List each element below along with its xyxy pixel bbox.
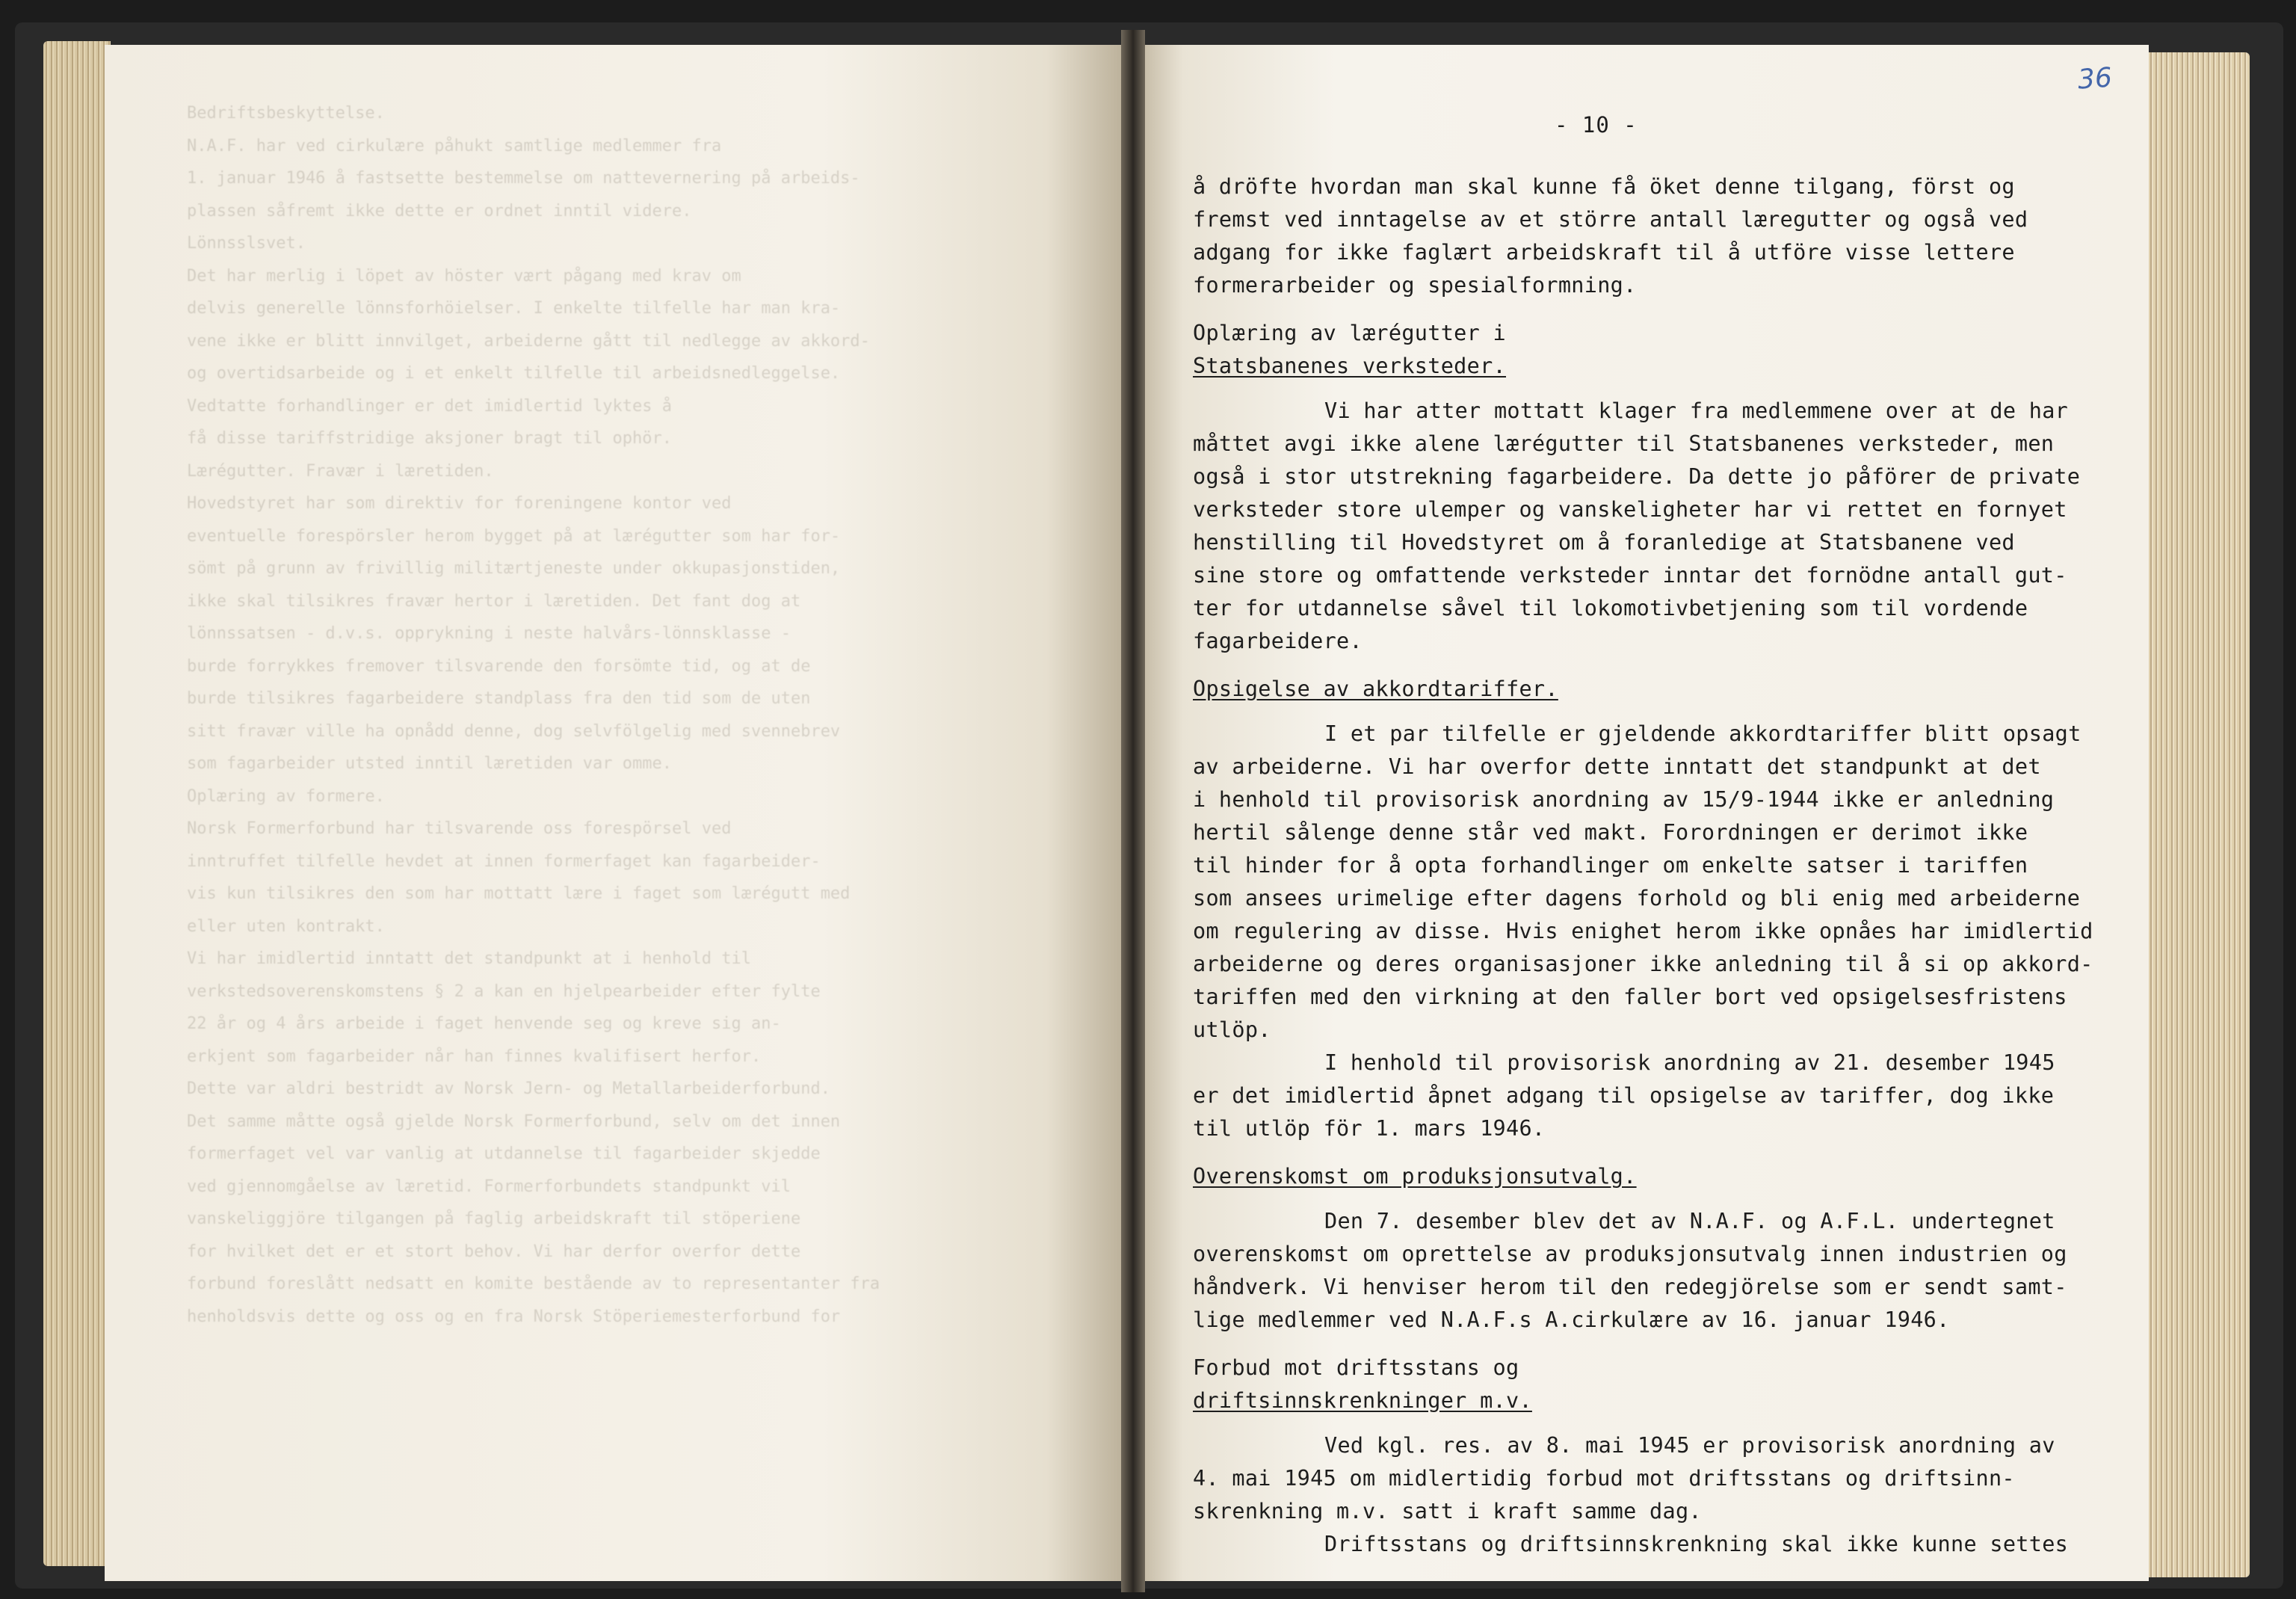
text-line: måttet avgi ikke alene lærégutter til Statsbanenes verksteder, men: [1193, 431, 2055, 456]
page-number: - 10 -: [1555, 112, 1638, 138]
text-line: formerarbeider og spesialformning.: [1193, 273, 1637, 298]
text-line: adgang for ikke faglært arbeidskraft til å utföre visse lettere: [1193, 240, 2015, 265]
text-line: er det imidlertid åpnet adgang til opsigelse av tariffer, dog ikke: [1193, 1083, 2055, 1108]
bleed-line: plassen såfremt ikke dette er ordnet inntil videre.: [187, 201, 692, 221]
bleed-line: lönnssatsen - d.v.s. opprykning i neste halvårs-lönnsklasse -: [187, 624, 791, 643]
page-edges-left: [43, 41, 111, 1566]
text-line: utlöp.: [1193, 1017, 1271, 1042]
section-heading: [1193, 673, 2120, 706]
bleed-line: Norsk Formerforbund har tilsvarende oss forespörsel ved: [187, 819, 732, 838]
bleed-line: Bedriftsbeskyttelse.: [187, 104, 385, 123]
text-line: overenskomst om oprettelse av produksjonsutvalg innen industrien og: [1193, 1242, 2067, 1266]
text-line: til hinder for å opta forhandlinger om enkelte satser i tariffen: [1193, 853, 2028, 878]
bleed-line: delvis generelle lönnsforhöielser. I enkelte tilfelle har man kra-: [187, 299, 841, 318]
paragraph: [1193, 1528, 2120, 1561]
text-line: som ansees urimelige efter dagens forhold og bli enig med arbeiderne: [1193, 886, 2081, 911]
heading-line: Statsbanenes verksteder.: [1193, 354, 1507, 378]
bleed-line: N.A.F. har ved cirkulære påhukt samtlige medlemmer fra: [187, 136, 722, 155]
bleed-line: Vedtatte forhandlinger er det imidlertid lyktes å: [187, 396, 673, 416]
bleed-line: Lærégutter. Fravær i læretiden.: [187, 461, 494, 481]
bleed-line: henholdsvis dette og oss og en fra Norsk Stöperiemesterforbund for: [187, 1307, 841, 1326]
text-line: håndverk. Vi henviser herom til den redegjörelse som er sendt samt-: [1193, 1275, 2067, 1299]
bleed-line: verkstedsoverenskomstens § 2 a kan en hjelpearbeider efter fylte: [187, 982, 821, 1001]
paragraph: [1193, 395, 2120, 658]
text-line: Vi har atter mottatt klager fra medlemmene over at de har: [1324, 398, 2069, 423]
text-line: 4. mai 1945 om midlertidig forbud mot driftsstans og driftsinn-: [1193, 1466, 2015, 1491]
bleed-line: burde forrykkes fremover tilsvarende den forsömte tid, og at de: [187, 656, 811, 676]
text-line: å dröfte hvordan man skal kunne få öket denne tilgang, först og: [1193, 174, 2015, 199]
bleed-line: eller uten kontrakt.: [187, 916, 385, 936]
bleed-line: Dette var aldri bestridt av Norsk Jern- og Metallarbeiderforbund.: [187, 1079, 830, 1098]
bleed-line: og overtidsarbeide og i et enkelt tilfelle til arbeidsnedleggelse.: [187, 364, 841, 383]
text-line: ter for utdannelse såvel til lokomotivbetjening som til vordende: [1193, 596, 2028, 620]
text-line: om regulering av disse. Hvis enighet herom ikke opnåes har imidlertid: [1193, 919, 2093, 943]
bleed-line: Oplæring av formere.: [187, 786, 385, 806]
bleed-line: Det har merlig i löpet av höster vært pågang med krav om: [187, 266, 741, 286]
bleed-line: vis kun tilsikres den som har mottatt lære i faget som lærégutt med: [187, 884, 851, 903]
bleed-line: Lönnsslsvet.: [187, 234, 306, 253]
paragraph: [1193, 1047, 2120, 1145]
paragraph: [1193, 718, 2120, 1047]
bleed-line: erkjent som fagarbeider når han finnes kvalifisert herfor.: [187, 1047, 762, 1066]
section-heading: [1193, 317, 2120, 383]
text-line: sine store og omfattende verksteder inntar det fornödne antall gut-: [1193, 563, 2067, 588]
text-line: verksteder store ulemper og vanskeligheter har vi rettet en fornyet: [1193, 497, 2067, 522]
heading-line: Opsigelse av akkordtariffer.: [1193, 677, 1558, 701]
bleed-line: inntruffet tilfelle hevdet at innen formerfaget kan fagarbeider-: [187, 851, 821, 871]
text-line: til utlöp för 1. mars 1946.: [1193, 1116, 1546, 1141]
bleed-line: Vi har imidlertid inntatt det standpunkt at i henhold til: [187, 949, 751, 968]
bleed-line: ved gjennomgåelse av læretid. Formerforbundets standpunkt vil: [187, 1177, 791, 1196]
section-heading: [1193, 1160, 2120, 1193]
text-line: lige medlemmer ved N.A.F.s A.cirkulære av 16. januar 1946.: [1193, 1307, 1950, 1332]
bleed-line: 22 år og 4 års arbeide i faget henvende seg og kreve sig an-: [187, 1014, 781, 1033]
heading-line: Overenskomst om produksjonsutvalg.: [1193, 1164, 1637, 1189]
bleed-line: sitt fravær ville ha opnådd denne, dog selvfölgelig med svennebrev: [187, 721, 841, 741]
bleed-line: som fagarbeider utsted inntil læretiden var omme.: [187, 754, 673, 773]
bleed-line: for hvilket det er et stort behov. Vi har derfor overfor dette: [187, 1242, 801, 1261]
bleed-line: sömt på grunn av frivillig militærtjeneste under okkupasjonstiden,: [187, 559, 841, 578]
heading-line: Forbud mot driftsstans og: [1193, 1355, 1519, 1380]
bleed-line: 1. januar 1946 å fastsette bestemmelse om nattevernering på arbeids-: [187, 169, 860, 188]
section-heading: [1193, 1352, 2120, 1417]
text-line: av arbeiderne. Vi har overfor dette inntatt det standpunkt at det: [1193, 754, 2041, 779]
heading-line: driftsinnskrenkninger m.v.: [1193, 1388, 1532, 1413]
bleed-line: ikke skal tilsikres fravær hertor i læretiden. Det fant dog at: [187, 591, 801, 611]
text-line: skrenkning m.v. satt i kraft samme dag.: [1193, 1499, 1702, 1523]
text-line: I et par tilfelle er gjeldende akkordtariffer blitt opsagt: [1324, 721, 2081, 746]
text-line: tariffen med den virkning at den faller bort ved opsigelsesfristens: [1193, 985, 2067, 1009]
bleed-line: burde tilsikres fagarbeidere standplass fra den tid som de uten: [187, 689, 811, 708]
left-page-bleedthrough-text: [187, 97, 1069, 1532]
bleed-line: få disse tariffstridige aksjoner bragt til ophör.: [187, 429, 673, 448]
bleed-line: vanskeliggjöre tilgangen på faglig arbeidskraft til stöperiene: [187, 1210, 801, 1228]
bleed-line: forbund foreslått nedsatt en komite bestående av to representanter fra: [187, 1275, 880, 1293]
heading-line: Oplæring av lærégutter i: [1193, 321, 1507, 345]
paragraph: [1193, 1429, 2120, 1528]
text-line: fagarbeidere.: [1193, 629, 1363, 653]
text-line: hertil sålenge denne står ved makt. Forordningen er derimot ikke: [1193, 820, 2028, 845]
bleed-line: Det samme måtte også gjelde Norsk Formerforbund, selv om det innen: [187, 1112, 841, 1131]
text-line: fremst ved inntagelse av et större antall læregutter og også ved: [1193, 207, 2028, 232]
handwritten-folio-number: 36: [2076, 62, 2114, 96]
text-line: i henhold til provisorisk anordning av 15/9-1944 ikke er anledning: [1193, 787, 2055, 812]
paragraph: [1193, 170, 2120, 302]
text-line: også i stor utstrekning fagarbeidere. Da dette jo påförer de private: [1193, 464, 2081, 489]
bleed-line: Hovedstyret har som direktiv for foreningene kontor ved: [187, 494, 732, 513]
text-line: arbeiderne og deres organisasjoner ikke anledning til å si op akkord-: [1193, 952, 2093, 976]
text-line: henstilling til Hovedstyret om å foranledige at Statsbanene ved: [1193, 530, 2015, 555]
bleed-line: formerfaget vel var vanlig at utdannelse til fagarbeider skjedde: [187, 1144, 821, 1163]
text-line: I henhold til provisorisk anordning av 21. desember 1945: [1324, 1050, 2055, 1075]
page-edges-right: [2138, 52, 2250, 1577]
document-body: [1193, 170, 2120, 1561]
bleed-line: vene ikke er blitt innvilget, arbeiderne gått til nedlegge av akkord-: [187, 331, 870, 351]
text-line: Driftsstans og driftsinnskrenkning skal ikke kunne settes: [1324, 1532, 2069, 1556]
book-gutter: [1121, 30, 1145, 1592]
paragraph: [1193, 1205, 2120, 1337]
bleed-line: eventuelle forespörsler herom bygget på at lærégutter som har for-: [187, 526, 841, 546]
text-line: Den 7. desember blev det av N.A.F. og A.F.L. undertegnet: [1324, 1209, 2055, 1233]
text-line: Ved kgl. res. av 8. mai 1945 er provisorisk anordning av: [1324, 1433, 2055, 1458]
